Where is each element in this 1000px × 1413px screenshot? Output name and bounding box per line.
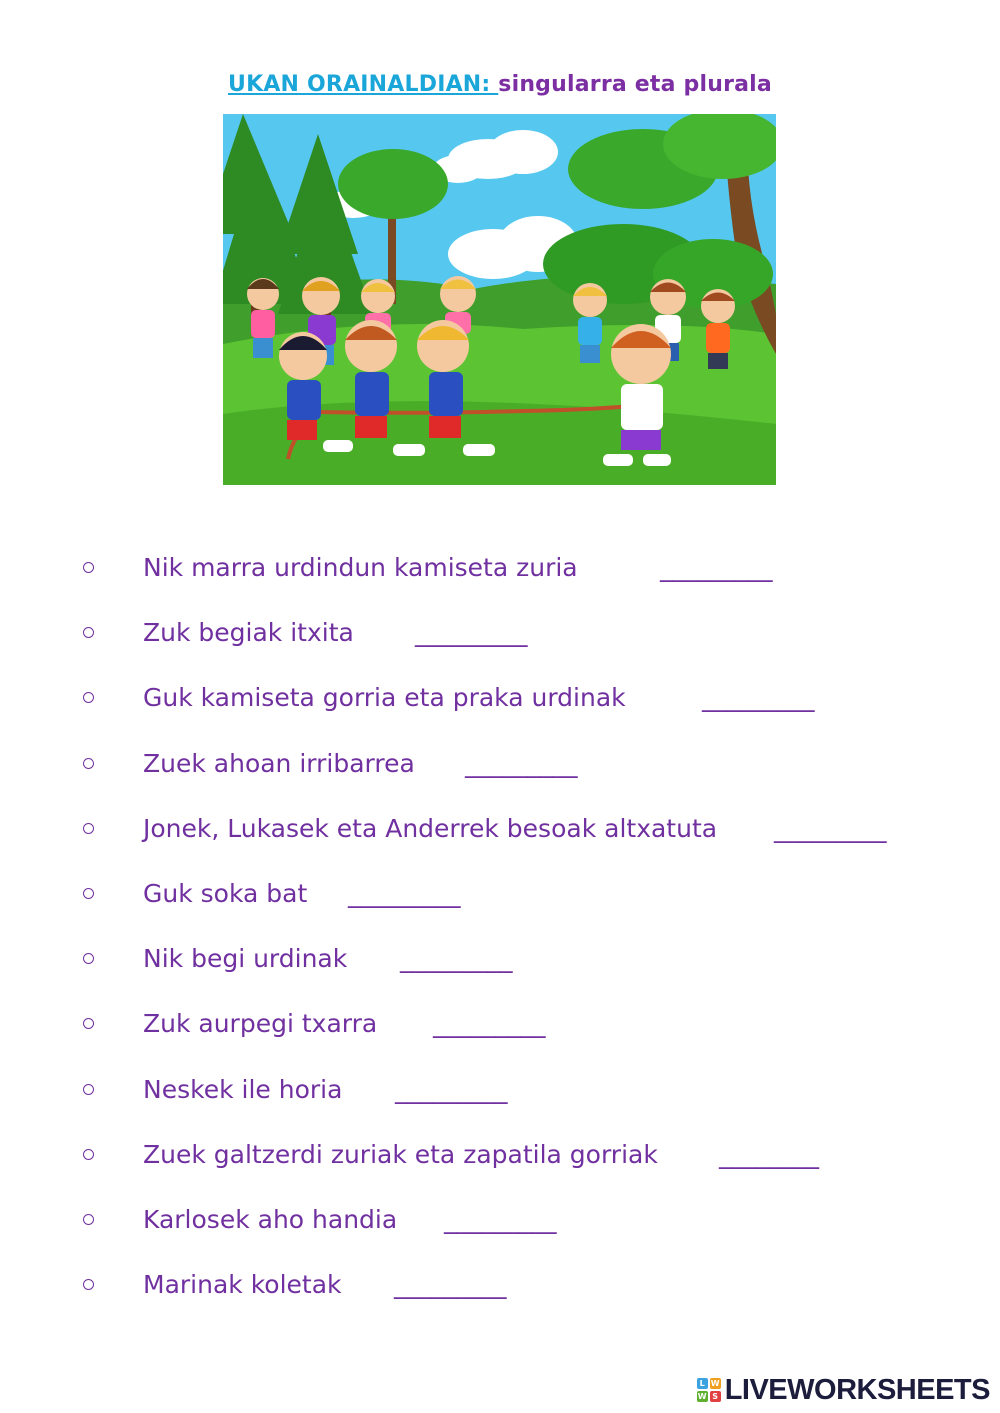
list-item bbox=[0, 1270, 1000, 1310]
answer-blank-input[interactable]: _________ bbox=[465, 749, 578, 778]
answer-blank-input[interactable]: _________ bbox=[348, 879, 461, 908]
answer-blank-input[interactable]: ________ bbox=[719, 1140, 819, 1169]
list-item bbox=[0, 944, 1000, 984]
bullet-circle-icon bbox=[83, 823, 94, 834]
sentence-text: Zuk begiak itxita bbox=[143, 618, 354, 647]
list-item bbox=[0, 1075, 1000, 1115]
page-title bbox=[0, 72, 1000, 97]
bullet-circle-icon bbox=[83, 627, 94, 638]
sentence-text: Guk kamiseta gorria eta praka urdinak bbox=[143, 683, 626, 712]
bullet-circle-icon bbox=[83, 1214, 94, 1225]
bullet-circle-icon bbox=[83, 888, 94, 899]
bullet-circle-icon bbox=[83, 953, 94, 964]
liveworksheets-logo-icon: L W W S bbox=[697, 1379, 720, 1401]
bullet-circle-icon bbox=[83, 758, 94, 769]
bullet-circle-icon bbox=[83, 1084, 94, 1095]
sentence-text: Zuek ahoan irribarrea bbox=[143, 749, 415, 778]
list-item bbox=[0, 1009, 1000, 1049]
sentence-text: Guk soka bat bbox=[143, 879, 308, 908]
bullet-circle-icon bbox=[83, 692, 94, 703]
list-item bbox=[0, 683, 1000, 723]
bullet-circle-icon bbox=[83, 1149, 94, 1160]
footer-brand bbox=[697, 1373, 990, 1407]
sentence-text: Zuk aurpegi txarra bbox=[143, 1009, 378, 1038]
answer-blank-input[interactable]: _________ bbox=[394, 1270, 507, 1299]
list-item bbox=[0, 749, 1000, 789]
sentence-text: Neskek ile horia bbox=[143, 1075, 343, 1104]
answer-blank-input[interactable]: _________ bbox=[433, 1009, 546, 1038]
answer-blank-input[interactable]: _________ bbox=[702, 683, 815, 712]
tug-of-war-illustration bbox=[223, 114, 776, 485]
footer-brand-text: LIVEWORKSHEETS bbox=[724, 1373, 990, 1406]
title-sub: singularra eta plurala bbox=[498, 72, 772, 97]
list-item bbox=[0, 814, 1000, 854]
sentence-text: Karlosek aho handia bbox=[143, 1205, 398, 1234]
sentence-text: Nik marra urdindun kamiseta zuria bbox=[143, 553, 578, 582]
answer-blank-input[interactable]: _________ bbox=[660, 553, 773, 582]
answer-blank-input[interactable]: _________ bbox=[400, 944, 513, 973]
answer-blank-input[interactable]: _________ bbox=[395, 1075, 508, 1104]
list-item bbox=[0, 1140, 1000, 1180]
sentence-text: Marinak koletak bbox=[143, 1270, 342, 1299]
answer-blank-input[interactable]: _________ bbox=[415, 618, 528, 647]
sentence-text: Zuek galtzerdi zuriak eta zapatila gorriak bbox=[143, 1140, 658, 1169]
answer-blank-input[interactable]: _________ bbox=[774, 814, 887, 843]
bullet-circle-icon bbox=[83, 1018, 94, 1029]
title-main: UKAN ORAINALDIAN: bbox=[228, 72, 499, 97]
answer-blank-input[interactable]: _________ bbox=[444, 1205, 557, 1234]
list-item bbox=[0, 1205, 1000, 1245]
bullet-circle-icon bbox=[83, 562, 94, 573]
list-item bbox=[0, 618, 1000, 658]
list-item bbox=[0, 553, 1000, 593]
list-item bbox=[0, 879, 1000, 919]
sentence-text: Nik begi urdinak bbox=[143, 944, 348, 973]
bullet-circle-icon bbox=[83, 1279, 94, 1290]
sentence-text: Jonek, Lukasek eta Anderrek besoak altxatuta bbox=[143, 814, 718, 843]
